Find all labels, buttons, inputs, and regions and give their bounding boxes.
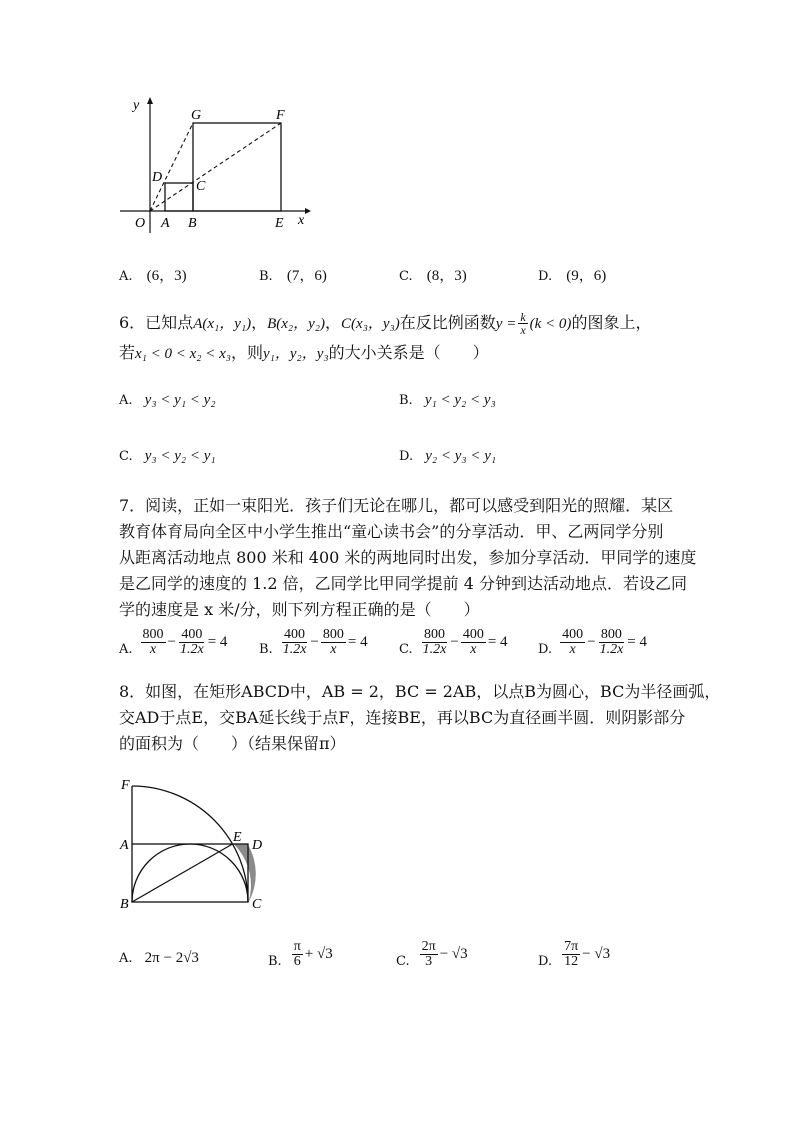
label-c: C [196, 179, 206, 194]
question-8-text: 8．如图，在矩形ABCD中，AB = 2，BC = 2AB，以点B为圆心，BC为半径画弧， 交AD于点E，交BA延长线于点F，连接BE，再以BC为直径画半圆．则阴影部分 的面积为（ ）（结果保留π） [119, 682, 721, 753]
k-over-x-fraction: $\frac{k}{x}$ [520, 310, 526, 337]
label-b: B [120, 897, 129, 912]
q8-option-c[interactable]: C. $\frac{2\pi}{3}$ − √3 [396, 939, 468, 969]
label-y: y [133, 98, 140, 113]
label-d: D [152, 170, 163, 185]
label-f: F [121, 778, 130, 793]
q5-option-b[interactable]: B. (7，6) [259, 268, 327, 284]
rectangle-abcd [132, 844, 248, 902]
question-6-line2: 若x₁ < 0 < x₂ < x₃，则y₁，y₂，y₃的大小关系是（ ） [119, 343, 489, 362]
label-e: E [275, 216, 284, 231]
label-b: B [188, 216, 197, 231]
q5-option-a[interactable]: A. (6，3) [119, 268, 187, 284]
q7-option-a[interactable]: A. $\frac{800}{x}$ − $\frac{400}{1.2x}$ = 4 [119, 627, 228, 657]
label-e: E [233, 830, 242, 845]
q5-option-c[interactable]: C. (8，3) [399, 268, 467, 284]
large-square [193, 123, 281, 211]
dashed-line-of [150, 123, 281, 211]
q5-option-d[interactable]: D. (9，6) [538, 268, 607, 284]
small-square [165, 183, 193, 211]
label-o: O [135, 216, 146, 231]
q6-option-b[interactable]: B. y₁ < y₂ < y₃ [399, 392, 496, 408]
label-a: A [161, 216, 170, 231]
dashed-line-og [150, 123, 193, 211]
q8-option-b[interactable]: B. $\frac{\pi}{6}$ + √3 [268, 939, 333, 969]
coordinate-figure [115, 95, 315, 235]
q6-option-c[interactable]: C. y₃ < y₂ < y₁ [119, 448, 216, 464]
question-7-text: 7．阅读，正如一束阳光．孩子们无论在哪儿，都可以感受到阳光的照耀．某区 教育体育局向全区中小学生推出“童心读书会”的分享活动．甲、乙两同学分别 从距离活动地点 800 米和 400 米的两地同时出发，参加分享活动．甲同学的速度 是乙同学的速度的 1.2 倍，乙同学比甲同学提前 4 分钟到达活动地点．若设乙同 学的速度是 x 米/分，则下列方程正确的是（ ） [119, 496, 697, 619]
q7-option-c[interactable]: C. $\frac{800}{1.2x}$ − $\frac{400}{x}$ = 4 [399, 627, 508, 657]
q7-option-b[interactable]: B. $\frac{400}{1.2x}$ − $\frac{800}{x}$ = 4 [259, 627, 368, 657]
q6-option-d[interactable]: D. y₂ < y₃ < y₁ [399, 448, 497, 464]
question-6-line1: 6．已知点A(x₁，y₁)，B(x₂，y₂)，C(x₃，y₃)在反比例函数y = $\frac{k}{x}$ (k < 0)的图象上， [119, 310, 652, 337]
rectangle-arc-figure [115, 775, 275, 915]
q8-option-a[interactable]: A. 2π − 2√3 [119, 950, 199, 966]
segment-be [132, 844, 233, 902]
q6-option-a[interactable]: A. y₃ < y₁ < y₂ [119, 392, 216, 408]
semicircle-bc [132, 844, 248, 902]
label-d: D [252, 838, 263, 853]
label-c: C [252, 897, 262, 912]
label-f: F [276, 108, 285, 123]
q7-option-d[interactable]: D. $\frac{400}{x}$ − $\frac{800}{1.2x}$ = 4 [538, 627, 647, 657]
q8-option-d[interactable]: D. $\frac{7\pi}{12}$ − √3 [538, 939, 611, 969]
label-x: x [298, 213, 305, 228]
label-a: A [120, 838, 129, 853]
label-g: G [191, 108, 202, 123]
